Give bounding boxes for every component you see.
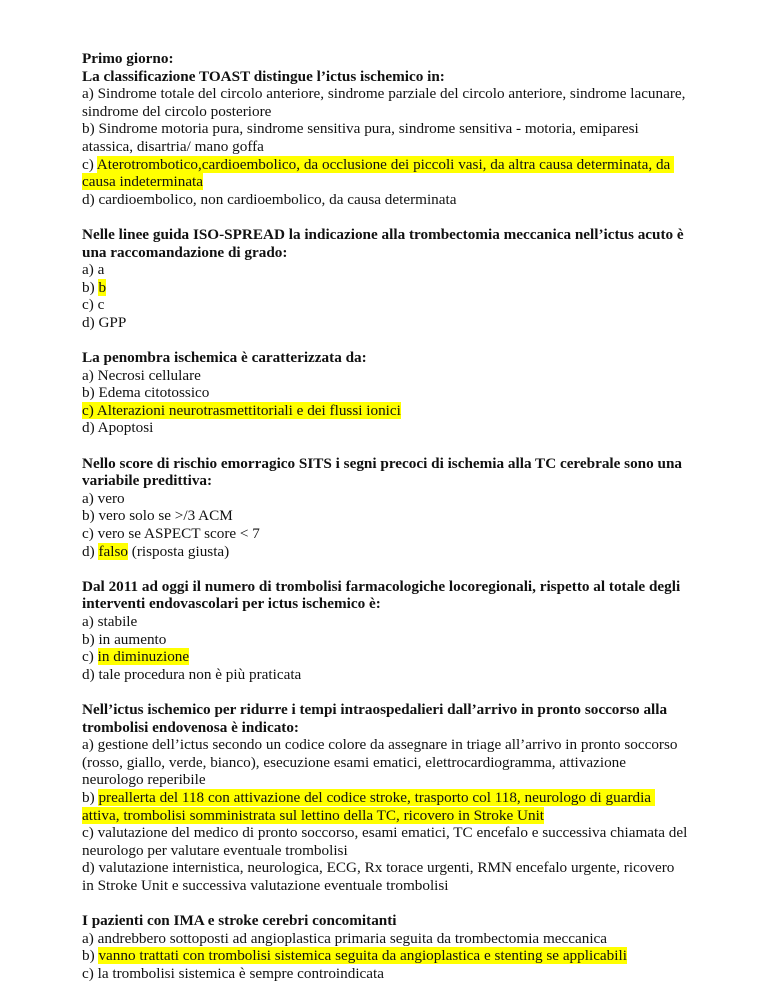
option-text: valutazione internistica, neurologica, ECG, Rx torace urgenti, RMN encefalo urgente, ricovero in Stroke Unit e successiva valutazione eventuale trombolisi bbox=[82, 859, 679, 894]
correct-answer-highlight: Aterotrombotico,cardioembolico, da occlusione dei piccoli vasi, da altra causa determinata, da causa indeterminata bbox=[82, 155, 675, 191]
question-7 bbox=[82, 912, 688, 982]
option-label: b) bbox=[82, 384, 99, 402]
option-label: d) bbox=[82, 542, 99, 560]
option-text: la trombolisi sistemica è sempre controindicata bbox=[97, 964, 384, 982]
option-label: b) bbox=[82, 507, 99, 525]
correct-answer-highlight: in diminuzione bbox=[97, 648, 190, 666]
option-label: a) bbox=[82, 85, 98, 103]
answer-option-b bbox=[82, 789, 688, 824]
option-label: b) bbox=[82, 120, 99, 138]
answer-option-c bbox=[82, 525, 688, 543]
option-label: a) bbox=[82, 613, 98, 630]
question-text: Nell’ictus ischemico per ridurre i tempi intraospedalieri dall’arrivo in pronto soccorso alla trombolisi endovenosa è indicato: bbox=[82, 700, 671, 736]
option-label: b) bbox=[82, 788, 99, 806]
option-text: a bbox=[97, 261, 105, 279]
question-text: Dal 2011 ad oggi il numero di trombolisi farmacologiche locoregionali, rispetto al totale degli interventi endovascolari per ictus ischemico è: bbox=[82, 577, 684, 613]
correct-answer-highlight: Alterazioni neurotrasmettitoriali e dei flussi ionici bbox=[96, 401, 401, 419]
answer-option-c bbox=[82, 648, 688, 666]
option-label: d) bbox=[82, 665, 99, 683]
answer-option-a bbox=[82, 490, 688, 508]
option-text: cardioembolico, non cardioembolico, da causa determinata bbox=[98, 190, 457, 208]
question-text: I pazienti con IMA e stroke cerebri concomitanti bbox=[82, 912, 397, 930]
answer-option-b bbox=[82, 631, 688, 649]
answer-option-b bbox=[82, 384, 688, 402]
answer-option-d bbox=[82, 419, 688, 437]
option-label: a) bbox=[82, 261, 98, 279]
document-heading: Primo giorno: bbox=[82, 50, 174, 67]
option-text: tale procedura non è più praticata bbox=[98, 665, 302, 683]
answer-option-a bbox=[82, 613, 688, 631]
option-label: a) bbox=[82, 929, 98, 947]
option-text: valutazione del medico di pronto soccorso, esami ematici, TC encefalo e successiva chiamata del neurologo per valutare eventuale trombolisi bbox=[82, 824, 692, 859]
answer-option-a bbox=[82, 930, 688, 948]
correct-answer-highlight: b bbox=[98, 278, 107, 296]
option-label: c) bbox=[82, 296, 98, 314]
option-text: Edema citotossico bbox=[98, 384, 210, 402]
correct-answer-highlight: vanno trattati con trombolisi sistemica seguita da angioplastica e stenting se applicabili bbox=[98, 947, 627, 965]
option-text: in aumento bbox=[98, 630, 167, 648]
question-2 bbox=[82, 226, 688, 332]
answer-option-a bbox=[82, 261, 688, 279]
option-label: d) bbox=[82, 313, 99, 331]
option-label: d) bbox=[82, 859, 99, 877]
option-text: Sindrome motoria pura, sindrome sensitiva pura, sindrome sensitiva - motoria, emiparesi atassica, disartria/ mano goffa bbox=[82, 120, 643, 155]
answer-option-c bbox=[82, 965, 688, 983]
option-label: c) bbox=[82, 964, 98, 982]
question-1 bbox=[82, 68, 688, 209]
answer-option-a bbox=[82, 736, 688, 789]
option-label: d) bbox=[82, 419, 98, 437]
question-6 bbox=[82, 700, 692, 895]
answer-option-a bbox=[82, 367, 688, 385]
option-label: c) bbox=[82, 525, 98, 543]
option-text: stabile bbox=[97, 613, 138, 630]
question-3 bbox=[82, 349, 688, 437]
question-text: La classificazione TOAST distingue l’ictus ischemico in: bbox=[82, 67, 445, 85]
answer-option-b bbox=[82, 947, 688, 965]
answer-option-c bbox=[82, 824, 692, 859]
answer-option-c bbox=[82, 156, 688, 191]
option-text: andrebbero sottoposti ad angioplastica primaria seguita da trombectomia meccanica bbox=[97, 929, 608, 947]
answer-option-c bbox=[82, 296, 688, 314]
option-label: c) bbox=[82, 401, 97, 419]
question-text: Nelle linee guida ISO-SPREAD la indicazione alla trombectomia meccanica nell’ictus acuto è una raccomandazione di grado: bbox=[82, 225, 688, 261]
answer-option-d bbox=[82, 859, 688, 894]
option-text: gestione dell’ictus secondo un codice colore da assegnare in triage all’arrivo in pronto soccorso (rosso, giallo, verde, bianco), esecuzione esami ematici, elettrocardiogramma, attivazione neurologo reperibile bbox=[82, 736, 682, 789]
option-text: vero se ASPECT score < 7 bbox=[97, 525, 260, 543]
correct-answer-highlight: preallerta del 118 con attivazione del codice stroke, trasporto col 118, neurologo di guardia attiva, trombolisi somministrata sul lettino della TC, ricovero in Stroke Unit bbox=[82, 788, 655, 824]
answer-option-c bbox=[82, 402, 688, 420]
question-text: La penombra ischemica è caratterizzata da: bbox=[82, 349, 367, 367]
answer-option-d bbox=[82, 543, 688, 561]
answer-option-a bbox=[82, 85, 688, 120]
question-text: Nello score di rischio emorragico SITS i segni precoci di ischemia alla TC cerebrale sono una variabile predittiva: bbox=[82, 454, 686, 490]
option-label: b) bbox=[82, 630, 99, 648]
correct-answer-highlight: falso bbox=[98, 542, 128, 560]
option-label: d) bbox=[82, 190, 99, 208]
option-text: c bbox=[97, 296, 105, 314]
option-text: vero bbox=[97, 489, 125, 507]
answer-option-d bbox=[82, 191, 688, 209]
option-text: Necrosi cellulare bbox=[97, 366, 201, 384]
option-label: a) bbox=[82, 736, 98, 754]
answer-option-d bbox=[82, 666, 688, 684]
option-text: GPP bbox=[98, 313, 127, 331]
option-note: (risposta giusta) bbox=[127, 542, 230, 560]
answer-option-b bbox=[82, 120, 688, 155]
option-label: b) bbox=[82, 278, 99, 296]
answer-option-d bbox=[82, 314, 688, 332]
option-label: c) bbox=[82, 648, 98, 666]
option-label: a) bbox=[82, 489, 98, 507]
option-label: c) bbox=[82, 824, 98, 842]
option-text: Sindrome totale del circolo anteriore, sindrome parziale del circolo anteriore, sindrome lacunare, sindrome del circolo posteriore bbox=[82, 85, 690, 120]
option-text: vero solo se >/3 ACM bbox=[98, 507, 233, 525]
answer-option-b bbox=[82, 507, 688, 525]
answer-option-b bbox=[82, 279, 688, 297]
option-text: Apoptosi bbox=[97, 419, 154, 437]
question-5 bbox=[82, 578, 688, 684]
question-4 bbox=[82, 455, 688, 561]
option-label: a) bbox=[82, 366, 98, 384]
option-label: b) bbox=[82, 947, 99, 965]
option-label: c) bbox=[82, 155, 97, 173]
